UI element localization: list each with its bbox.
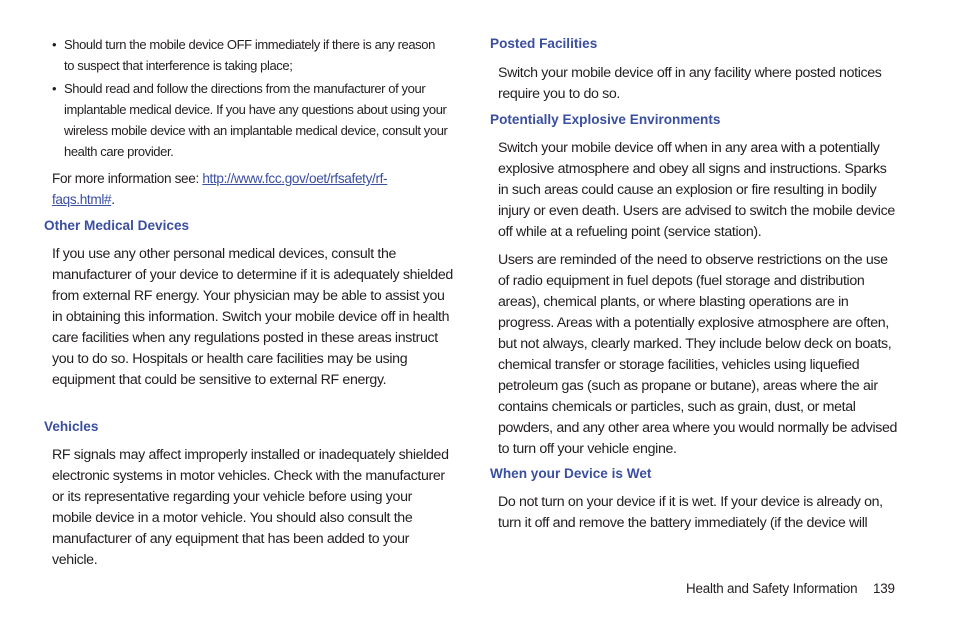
device-wet-paragraph: Do not turn on your device if it is wet. If your device is already on, turn it off and remove the battery immediately (if the device will: [498, 494, 883, 531]
bullet-item: [52, 78, 448, 162]
explosive-paragraph-2: Users are reminded of the need to observe restrictions on the use of radio equipment in fuel depots (fuel storage and distribution areas), chemical plants, or where blasting operations are in progress. Areas with a potentially explosive atmosphere are often, but not always, clearly marked. They include below deck on boats, chemical transfer or storage facilities, vehicles using liquefied petroleum gas (such as propane or butane), areas where the air contains chemicals or particles, such as grain, dust, or metal powders, and any other area where you would normally be advised to turn off your vehicle engine.: [498, 252, 898, 457]
fcc-faq-link[interactable]: http://www.fcc.gov/oet/rfsafety/rf-faqs.html#: [52, 171, 388, 207]
other-medical-paragraph: If you use any other personal medical devices, consult the manufacturer of your device to determine if it is adequately shielded from external RF energy. Your physician may be able to assist you in obtaining this information. Switch your mobile device off in health care facilities when any regulations posted in these areas instruct you to do so. Hospitals or health care facilities may be using equipment that could be sensitive to external RF energy.: [52, 246, 453, 388]
vehicles-paragraph: RF signals may affect improperly installed or inadequately shielded electronic systems in motor vehicles. Check with the manufacturer or its representative regarding your vehicle before using your mobile device in a motor vehicle. You should also consult the manufacturer of any equipment that has been added to your vehicle.: [52, 447, 449, 568]
posted-facilities-paragraph: Switch your mobile device off in any facility where posted notices require you to do so.: [498, 65, 882, 102]
section-heading-explosive-environments: Potentially Explosive Environments: [490, 112, 721, 127]
more-info-paragraph: [52, 168, 418, 210]
explosive-paragraph-1: Switch your mobile device off when in any area with a potentially explosive atmosphere and obey all signs and instructions. Sparks in such areas could cause an explosion or fire resulting in bodily injury or even death. Users are advised to switch the mobile device off while at a refueling point (service station).: [498, 140, 895, 240]
footer-section-title: Health and Safety Information: [686, 581, 858, 596]
bullet-text: Should turn the mobile device OFF immediately if there is any reason to suspect that interference is taking place;: [64, 37, 435, 73]
bullet-text: Should read and follow the directions from the manufacturer of your implantable medical device. If you have any questions about using your wireless mobile device with an implantable medical device, consult your health care provider.: [64, 81, 448, 159]
bullet-glyph: •: [52, 37, 57, 52]
section-heading-posted-facilities: Posted Facilities: [490, 36, 598, 51]
footer-page-number: 139: [873, 581, 895, 596]
section-heading-vehicles: Vehicles: [44, 419, 99, 434]
more-info-suffix: .: [111, 192, 115, 207]
section-heading-other-medical: Other Medical Devices: [44, 218, 190, 233]
bullet-item: [52, 34, 448, 76]
bullet-glyph: •: [52, 81, 57, 96]
section-heading-device-wet: When your Device is Wet: [490, 466, 652, 481]
more-info-prefix: For more information see:: [52, 171, 203, 186]
